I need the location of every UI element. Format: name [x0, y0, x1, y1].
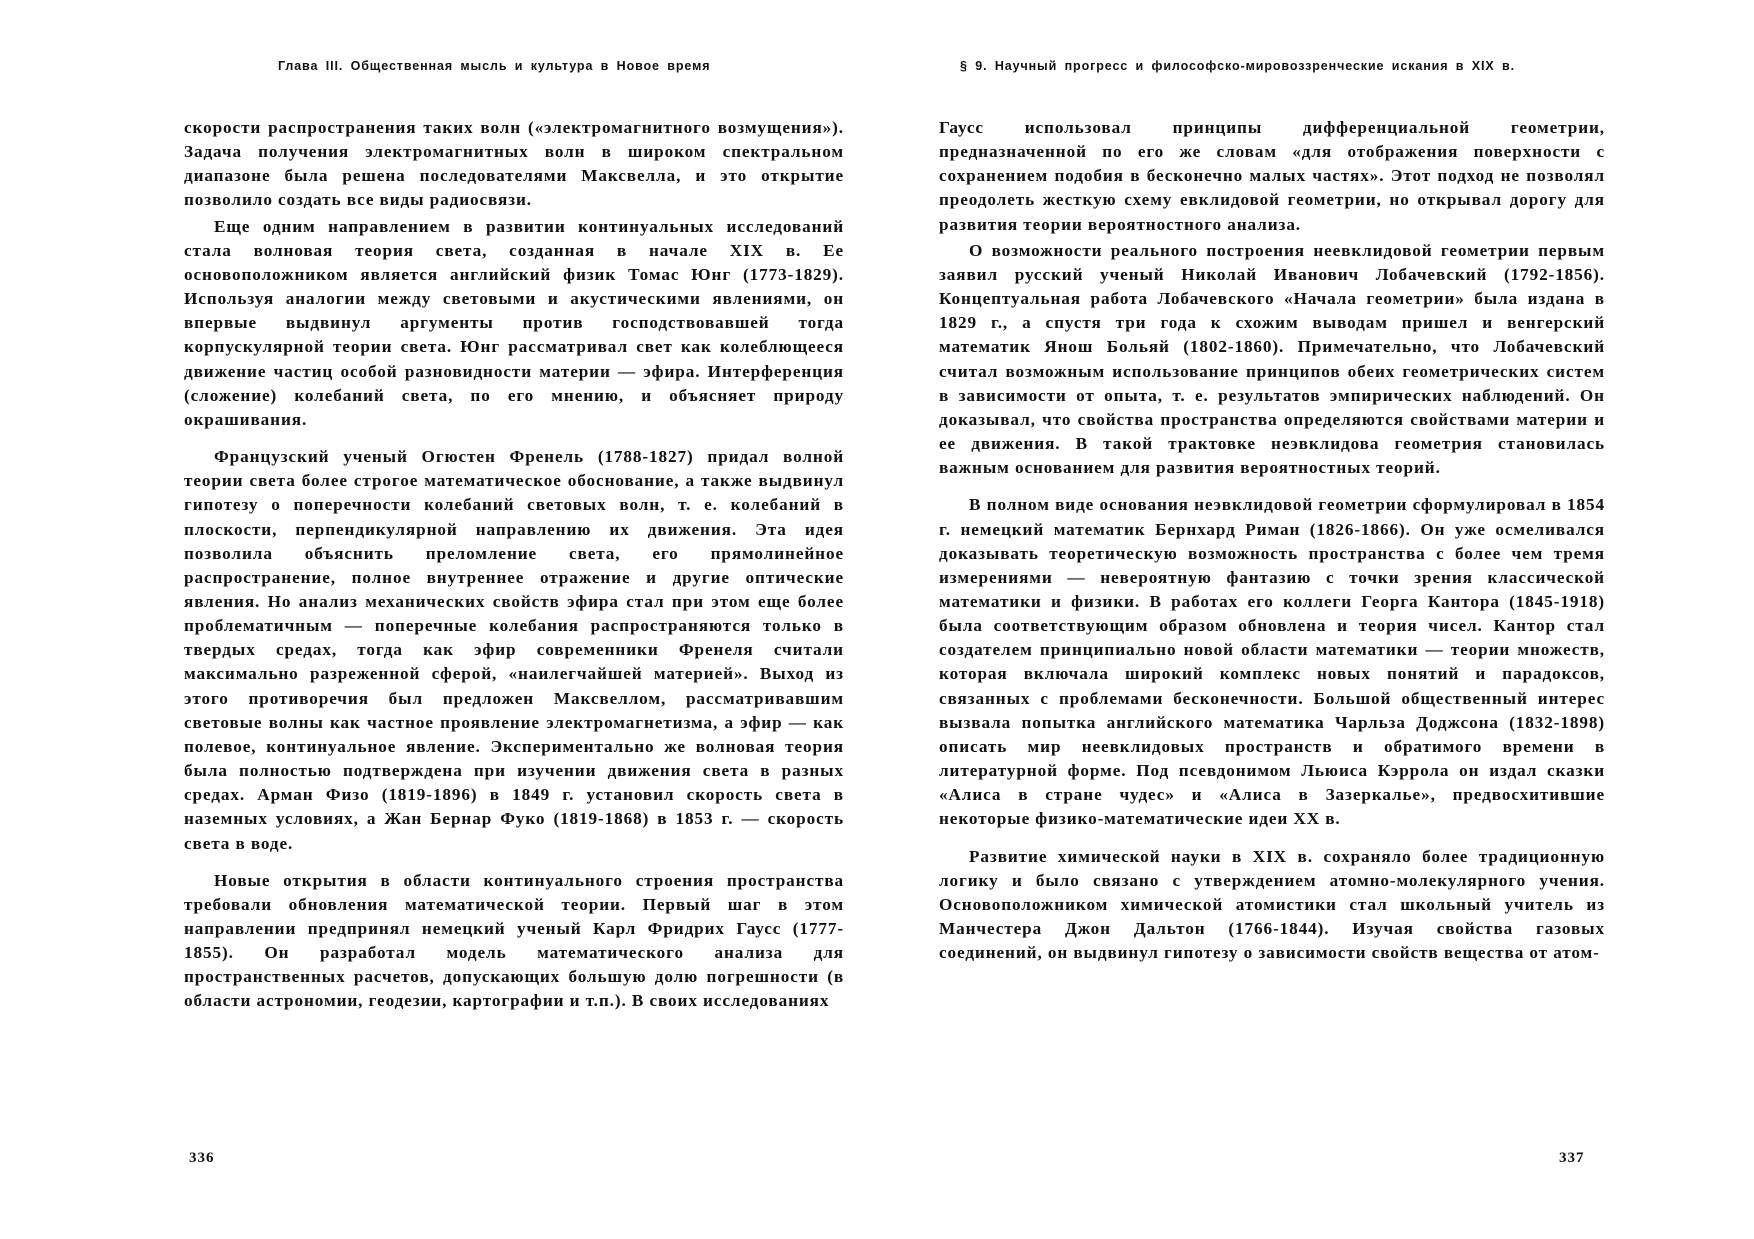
left-page-body — [184, 116, 844, 1014]
paragraph-right-4: Развитие химической науки в XIX в. сохраняло более традиционную логику и было связано с утверждением атомно-молекулярного учения. Основоположником химической атомистики стал школьный учитель из Манчестера Джон Дальтон (1766-1844). Изучая свойства газовых соединений, он выдвинул гипотезу о зависимости свойств вещества от атом- — [939, 846, 1605, 963]
paragraph-left-2: Еще одним направлением в развитии континуальных исследований стала волновая теория света, созданная в начале XIX в. Ее основоположником является английский физик Томас Юнг (1773-1829). Используя аналогии между световыми и акустическими явлениями, он впервые выдвинул аргументы против господствовавшей тогда корпускулярной теории света. Юнг рассматривал свет как колеблющееся движение частиц особой разновидности материи — эфира. Интерференция (сложение) колебаний света, по его мнению, и объясняет природу окрашивания. — [184, 216, 844, 429]
paragraph-right-2: О возможности реального построения неевклидовой геометрии первым заявил русский ученый Николай Иванович Лобачевский (1792-1856). Концептуальная работа Лобачевского «Начала геометрии» была издана в 1829 г., а спустя три года к схожим выводам пришел и венгерский математик Янош Больяй (1802-1860). Примечательно, что Лобачевский считал возможным использование принципов обеих геометрических систем в зависимости от опыта, т. е. результатов эмпирических наблюдений. Он доказывал, что свойства пространства определяются свойствами материи и ее движения. В такой трактовке неэвклидова геометрия становилась важным основанием для развития вероятностных теорий. — [939, 240, 1605, 478]
paragraph-left-1: скорости распространения таких волн («электромагнитного возмущения»). Задача получения электромагнитных волн в широком спектральном диапазоне была решена последователями Максвелла, и это открытие позволило создать все виды радиосвязи. — [184, 118, 844, 210]
running-head-right: § 9. Научный прогресс и философско-мировоззренческие искания в XIX в. — [960, 59, 1515, 73]
page-number-left: 336 — [189, 1150, 215, 1166]
page-number-right: 337 — [1559, 1150, 1585, 1166]
paragraph-left-4: Новые открытия в области континуального строения пространства требовали обновления математической теории. Первый шаг в этом направлении предпринял немецкий ученый Карл Фридрих Гаусс (1777-1855). Он разработал модель математического анализа для пространственных расчетов, допускающих большую долю погрешности (в области астрономии, геодезии, картографии и т.п.). В своих исследованиях — [184, 870, 844, 1011]
running-head-left: Глава III. Общественная мысль и культура в Новое время — [278, 59, 711, 73]
right-page — [877, 0, 1754, 1239]
paragraph-left-3: Французский ученый Огюстен Френель (1788-1827) придал волной теории света более строгое математическое обоснование, а также выдвинул гипотезу о поперечности колебаний световых волн, т. е. колебаний в плоскости, перпендикулярной направлению их движения. Эта идея позволила объяснить преломление света, его прямолинейное распространение, полное внутреннее отражение и другие оптические явления. Но анализ механических свойств эфира стал при этом еще более проблематичным — поперечные колебания распространяются только в твердых средах, тогда как эфир современники Френеля считали максимально разреженной сферой, «наилегчайшей материей». Выход из этого противоречия был предложен Максвеллом, рассматривавшим световые волны как частное проявление электромагнетизма, а эфир — как полевое, континуальное явление. Экспериментально же волновая теория была полностью подтверждена при изучении движения света в разных средах. Арман Физо (1819-1896) в 1849 г. установил скорость света в наземных условиях, а Жан Бернар Фуко (1819-1868) в 1853 г. — скорость света в воде. — [184, 447, 844, 853]
paragraph-right-3: В полном виде основания неэвклидовой геометрии сформулировал в 1854 г. немецкий математик Бернхард Риман (1826-1866). Он уже осмеливался доказывать теоретическую возможность пространства с более чем тремя измерениями — невероятную фантазию с точки зрения классической математики и физики. В работах его коллеги Георга Кантора (1845-1918) была соответствующим образом обновлена и теория чисел. Кантор стал создателем принципиально новой области математики — теории множеств, которая включала широкий комплекс новых понятий и парадоксов, связанных с проблемами бесконечности. Большой общественный интерес вызвала попытка английского математика Чарльза Доджсона (1832-1898) описать мир неевклидовых пространств и обратимого времени в литературной форме. Под псевдонимом Льюиса Кэррола он издал сказки «Алиса в стране чудес» и «Алиса в Зазеркалье», предвосхитившие некоторые физико-математические идеи XX в. — [939, 495, 1605, 829]
right-page-body — [939, 116, 1605, 965]
paragraph-right-1: Гаусс использовал принципы дифференциальной геометрии, предназначенной по его же словам «для отображения поверхности с сохранением подобия в бесконечно малых частях». Этот подход не позволял преодолеть жесткую схему евклидовой геометрии, но открывал дорогу для развития теории вероятностного анализа. — [939, 118, 1605, 234]
